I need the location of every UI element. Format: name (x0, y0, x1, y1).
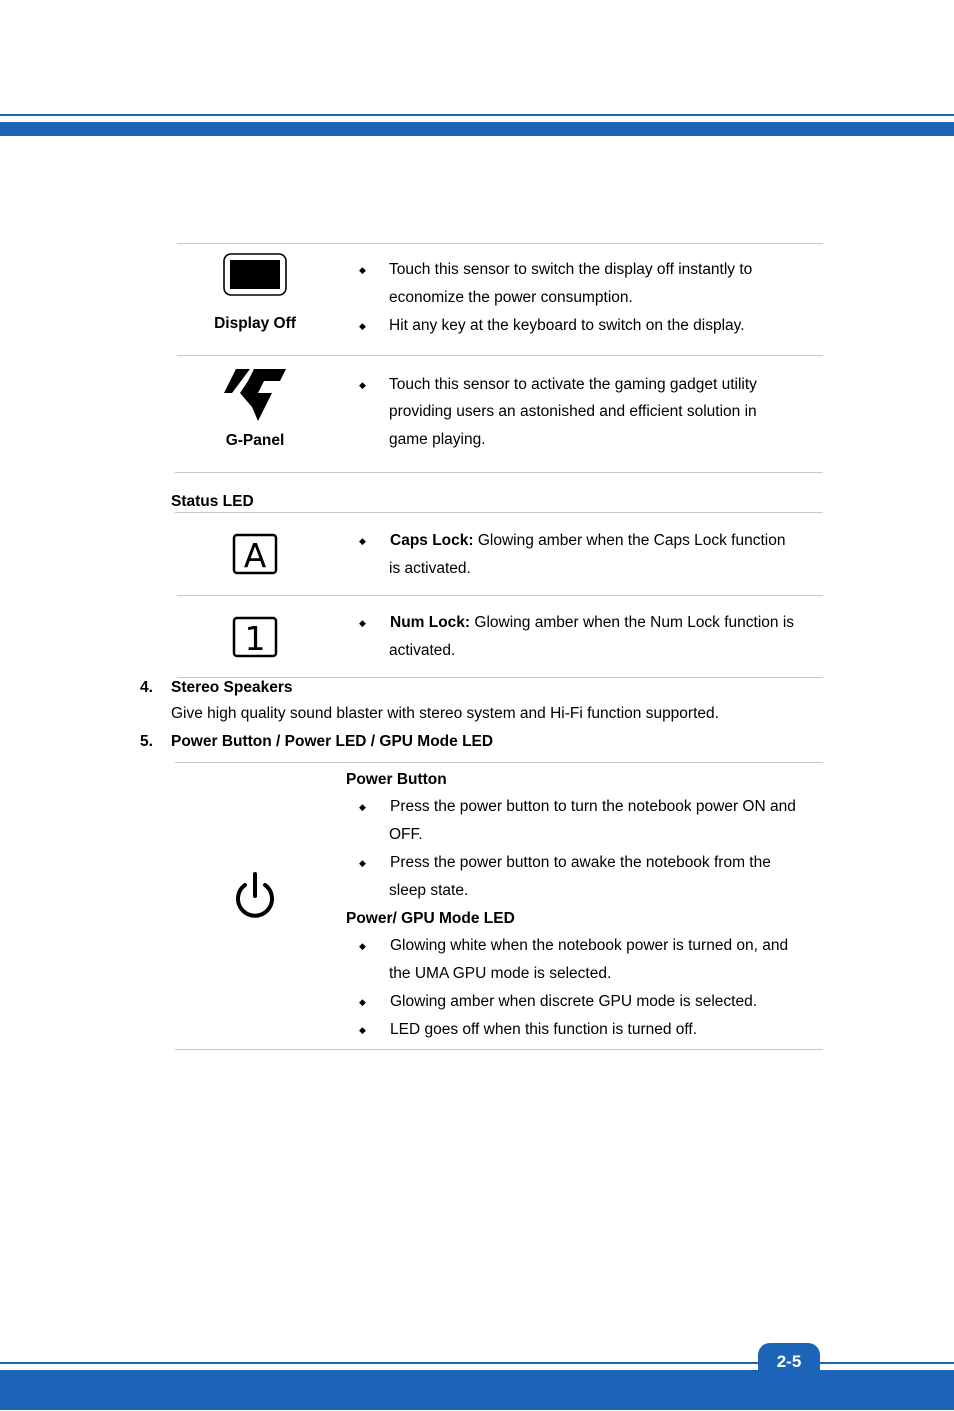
caps-lock-icon (232, 533, 278, 575)
led-heading: Power/ GPU Mode LED (346, 910, 515, 927)
bullet-icon: ◆ (359, 380, 366, 390)
power-button-text: OFF. (389, 826, 423, 843)
bullet-icon: ◆ (359, 941, 366, 951)
led-text: Glowing amber when discrete GPU mode is selected. (390, 993, 757, 1010)
num-lock-text: activated. (389, 642, 456, 659)
display-off-label: Display Off (214, 315, 296, 332)
caps-lock-text (390, 527, 785, 555)
num-lock-desc: Glowing amber when the Num Lock function is (470, 614, 795, 631)
table-rule (175, 1049, 823, 1050)
section-body: Give high quality sound blaster with stereo system and Hi-Fi function supported. (171, 705, 719, 722)
display-off-text: Hit any key at the keyboard to switch on the display. (389, 317, 745, 334)
g-panel-icon (222, 367, 288, 423)
section-number: 5. (140, 733, 153, 750)
bullet-icon: ◆ (359, 536, 366, 546)
led-text: LED goes off when this function is turned off. (390, 1021, 698, 1038)
table-rule (175, 512, 823, 513)
table-rule (175, 472, 823, 473)
display-off-text: economize the power consumption. (389, 289, 633, 306)
led-text: Glowing white when the notebook power is turned on, and (390, 937, 789, 954)
bullet-icon: ◆ (359, 1025, 366, 1035)
table-rule (175, 762, 823, 763)
table-rule (177, 355, 823, 356)
status-led-heading: Status LED (171, 493, 254, 510)
g-panel-text: Touch this sensor to activate the gaming gadget utility (389, 376, 757, 393)
power-button-text: Press the power button to turn the notebook power ON and (390, 798, 796, 815)
bullet-icon: ◆ (359, 265, 366, 275)
power-button-text: Press the power button to awake the notebook from the (390, 854, 771, 871)
g-panel-label: G-Panel (225, 432, 285, 449)
caps-lock-text: is activated. (389, 560, 471, 577)
table-rule (177, 595, 823, 596)
num-lock-label: Num Lock: (390, 614, 471, 631)
caps-lock-label: Caps Lock: (390, 532, 474, 549)
num-lock-icon (232, 616, 278, 658)
table-rule (177, 677, 823, 678)
power-button-text: sleep state. (389, 882, 469, 899)
bullet-icon: ◆ (359, 997, 366, 1007)
display-off-text: Touch this sensor to switch the display off instantly to (389, 261, 753, 278)
led-text: the UMA GPU mode is selected. (389, 965, 612, 982)
section-title: Stereo Speakers (171, 679, 293, 696)
num-lock-text (390, 609, 794, 637)
bullet-icon: ◆ (359, 618, 366, 628)
power-button-heading: Power Button (346, 771, 447, 788)
g-panel-text: providing users an astonished and efficient solution in (389, 403, 757, 420)
bullet-icon: ◆ (359, 858, 366, 868)
power-icon (230, 870, 280, 922)
display-off-icon (223, 253, 285, 293)
section-title: Power Button / Power LED / GPU Mode LED (171, 733, 494, 750)
page-number: 2-5 (758, 1343, 820, 1409)
table-rule (177, 243, 823, 244)
g-panel-text: game playing. (389, 431, 486, 448)
num-lock-glyph: 1 (244, 619, 266, 658)
header-bar (0, 122, 954, 136)
caps-lock-desc: Glowing amber when the Caps Lock function (473, 532, 786, 549)
section-number: 4. (140, 679, 153, 696)
bullet-icon: ◆ (359, 802, 366, 812)
header-rule (0, 114, 954, 116)
caps-lock-glyph: A (243, 536, 267, 575)
bullet-icon: ◆ (359, 321, 366, 331)
